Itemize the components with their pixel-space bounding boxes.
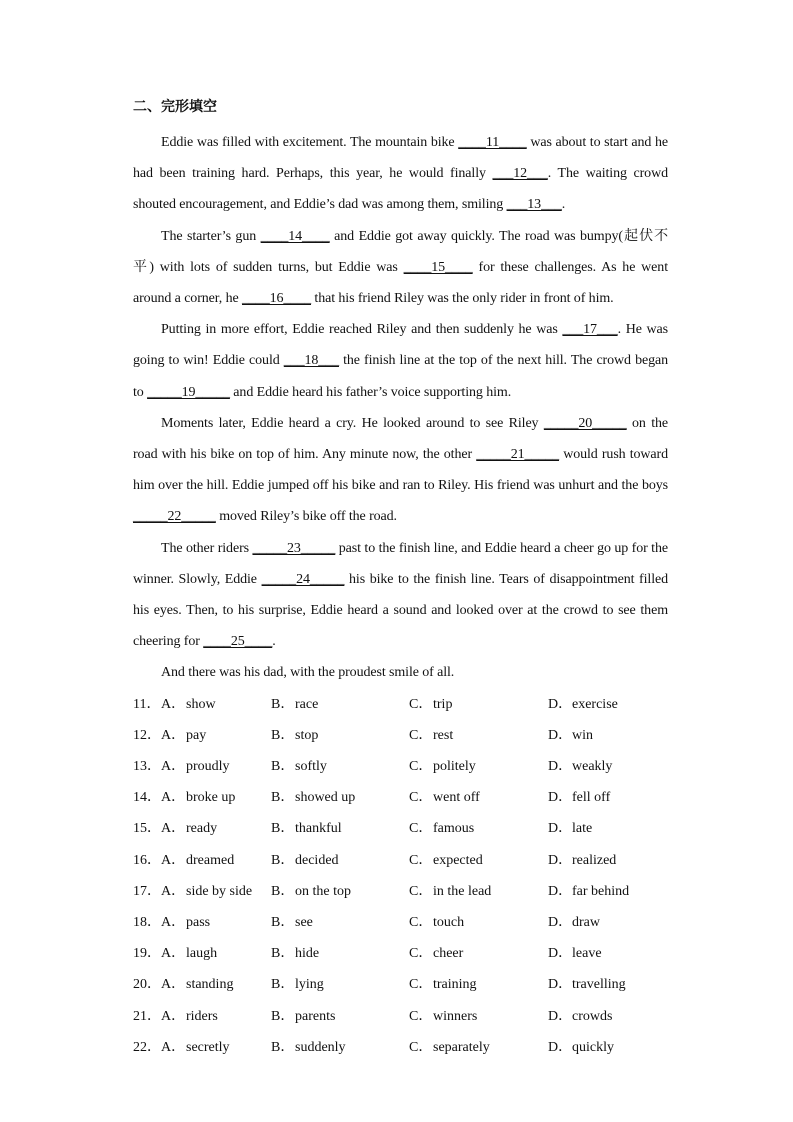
option-text: hide [295,946,320,962]
question-number: 15． [133,821,161,837]
option-letter: B． [271,790,295,806]
option-letter: A． [161,696,186,712]
passage-text: And there was his dad, with the proudest smile of all. [161,665,455,681]
passage-text: that his friend Riley was the only rider in front of him. [311,291,614,307]
question-row [133,969,668,1000]
option-text: laugh [186,946,218,962]
cloze-blank[interactable]: ___18___ [283,353,339,369]
option-b[interactable] [271,1001,409,1032]
option-letter: A． [161,821,186,837]
question-number: 11． [133,696,161,712]
option-letter: D． [548,821,573,837]
option-text: decided [295,852,339,868]
question-number: 18． [133,914,161,930]
option-text: thankful [295,821,342,837]
option-text: pay [186,727,207,743]
option-letter: B． [271,821,295,837]
option-text: crowds [572,1008,613,1024]
option-letter: D． [548,977,573,993]
cloze-blank[interactable]: _____19_____ [147,384,230,400]
cloze-blank[interactable]: _____24_____ [261,571,345,587]
option-letter: D． [548,852,573,868]
option-c[interactable] [409,969,548,1000]
option-a[interactable] [161,1001,271,1032]
option-text: went off [433,790,480,806]
option-letter: B． [271,727,295,743]
option-letter: B． [271,914,295,930]
cloze-blank[interactable]: _____20_____ [543,415,627,431]
cloze-blank[interactable]: ___17___ [562,322,618,338]
option-letter: D． [548,696,573,712]
option-text: secretly [186,1039,230,1055]
option-text: riders [186,1008,218,1024]
passage-text: would rush toward him over the hill. Eddie jumped off his bike and ran to Riley. His friend was unhurt and the boys [133,447,668,494]
option-c[interactable] [409,845,548,876]
question-row [133,689,668,720]
option-letter: C． [409,914,433,930]
paragraph-indent [133,229,161,244]
option-b[interactable] [271,845,409,876]
option-letter: D． [548,914,573,930]
option-letter: A． [161,883,186,899]
passage-text: . [272,634,276,650]
question-row [133,813,668,844]
option-text: see [295,914,313,930]
section-heading: 二、完形填空 [133,99,217,115]
option-text: on the top [295,883,351,899]
option-text: far behind [572,883,630,899]
cloze-blank[interactable]: _____21_____ [476,447,560,463]
option-c[interactable] [409,782,548,813]
option-text: in the lead [433,883,492,899]
option-text: dreamed [186,852,235,868]
question-number: 22． [133,1039,161,1055]
option-b[interactable] [271,1032,409,1063]
option-text: win [572,727,593,743]
option-a[interactable] [161,689,271,720]
option-a[interactable] [161,845,271,876]
question-row [133,876,668,907]
option-letter: C． [409,727,433,743]
option-text: quickly [572,1039,614,1055]
option-letter: D． [548,790,573,806]
option-c[interactable] [409,1032,548,1063]
option-b[interactable] [271,876,409,907]
passage-text: on the road with his bike on top of him. Any minute now, the other [133,415,669,463]
option-letter: A． [161,977,186,993]
option-d[interactable] [548,1001,668,1032]
option-b[interactable] [271,938,409,969]
option-a[interactable] [161,751,271,782]
option-text: showed up [295,790,356,806]
answer-options [133,689,668,1063]
passage-text: moved Riley’s bike off the road. [215,509,397,525]
option-letter: B． [271,852,295,868]
option-text: standing [186,977,234,993]
option-c[interactable] [409,720,548,751]
option-b[interactable] [271,689,409,720]
paragraph-indent [133,541,161,556]
option-text: leave [572,946,602,962]
passage-text: past to the finish line, and Eddie heard a cheer go up for the winner. Slowly, Eddie [133,540,668,587]
passage-text: . He was going to win! Eddie could [133,322,668,369]
option-a[interactable] [161,876,271,907]
option-a[interactable] [161,782,271,813]
option-text: fell off [572,790,611,806]
option-letter: A． [161,914,186,930]
question-number: 19． [133,946,161,962]
cloze-blank[interactable]: ____25____ [203,634,273,650]
cloze-blank[interactable]: _____23_____ [252,540,336,556]
option-d[interactable] [548,1032,668,1063]
passage-paragraph [133,408,668,533]
option-letter: C． [409,696,433,712]
option-letter: C． [409,946,433,962]
option-letter: C． [409,977,433,993]
passage-text: . [561,197,566,213]
option-text: suddenly [295,1039,346,1055]
option-letter: B． [271,1039,295,1055]
option-text: race [295,696,319,712]
question-number: 14． [133,790,161,806]
option-text: draw [572,914,600,930]
question-number: 13． [133,759,161,775]
option-letter: A． [161,852,186,868]
option-text: side by side [186,883,253,899]
question-number: 20． [133,977,161,993]
option-letter: A． [161,759,186,775]
option-letter: C． [409,1008,433,1024]
option-letter: C． [409,883,433,899]
passage-paragraph [133,657,668,688]
option-a[interactable] [161,813,271,844]
option-b[interactable] [271,720,409,751]
paragraph-indent [133,135,161,150]
option-letter: C． [409,852,433,868]
option-b[interactable] [271,813,409,844]
option-letter: D． [548,946,573,962]
option-text: softly [295,759,327,775]
passage-paragraph [133,314,668,408]
option-c[interactable] [409,907,548,938]
option-text: training [433,977,477,993]
cloze-blank[interactable]: ___12___ [492,166,548,182]
cloze-passage [133,127,668,689]
cloze-blank[interactable]: ____15____ [403,259,473,275]
option-letter: A． [161,727,186,743]
cloze-blank[interactable]: ___13___ [506,197,562,213]
passage-paragraph [133,533,668,658]
option-c[interactable] [409,813,548,844]
option-c[interactable] [409,938,548,969]
cloze-blank[interactable]: _____22_____ [133,509,216,525]
option-text: trip [433,696,453,712]
option-letter: C． [409,790,433,806]
cloze-blank[interactable]: ____16____ [242,291,312,307]
option-text: cheer [433,946,464,962]
option-text: famous [433,821,475,837]
option-d[interactable] [548,813,668,844]
option-letter: B． [271,977,295,993]
option-text: lying [295,977,324,993]
option-c[interactable] [409,1001,548,1032]
option-text: separately [433,1039,490,1055]
passage-text: for these challenges. As he went around a corner, he [133,259,668,307]
option-letter: D． [548,883,573,899]
option-d[interactable] [548,720,668,751]
option-b[interactable] [271,751,409,782]
option-b[interactable] [271,969,409,1000]
question-row [133,1001,668,1032]
option-a[interactable] [161,720,271,751]
paragraph-indent [133,322,161,337]
question-number: 17． [133,883,161,899]
option-c[interactable] [409,876,548,907]
passage-text: and Eddie heard his father’s voice supporting him. [229,384,512,400]
option-letter: D． [548,759,573,775]
option-c[interactable] [409,751,548,782]
question-row [133,751,668,782]
option-text: realized [572,852,617,868]
option-d[interactable] [548,907,668,938]
option-d[interactable] [548,751,668,782]
question-number: 16． [133,852,161,868]
question-number: 12． [133,727,161,743]
option-a[interactable] [161,938,271,969]
passage-text: Putting in more effort, Eddie reached Riley and then suddenly he was [161,322,563,338]
option-c[interactable] [409,689,548,720]
paragraph-indent [133,416,161,431]
question-row [133,1032,668,1063]
question-row [133,938,668,969]
option-text: travelling [572,977,626,993]
passage-text: his bike to the finish line. Tears of disappointment filled his eyes. Then, to his surprise, Eddie heard a sound and looked over at the crowd to see them cheering for [133,571,668,650]
option-text: expected [433,852,483,868]
passage-text: . The waiting crowd shouted encouragement, and Eddie’s dad was among them, smiling [133,166,668,213]
option-letter: D． [548,1039,573,1055]
passage-text: the finish line at the top of the next hill. The crowd began to [133,353,668,400]
question-number: 21． [133,1008,161,1024]
passage-text: Moments later, Eddie heard a cry. He looked around to see Riley [161,415,544,431]
option-letter: C． [409,1039,433,1055]
option-letter: B． [271,759,295,775]
option-a[interactable] [161,1032,271,1063]
option-d[interactable] [548,845,668,876]
option-text: ready [186,821,218,837]
option-d[interactable] [548,782,668,813]
passage-text: and Eddie got away quickly. The road was bumpy(起伏不平) with lots of sudden turns, but Eddie was [133,228,668,275]
option-letter: C． [409,759,433,775]
option-text: exercise [572,696,618,712]
question-row [133,845,668,876]
option-text: touch [433,914,465,930]
option-text: weakly [572,759,613,775]
option-b[interactable] [271,782,409,813]
passage-text: was about to start and he had been training hard. Perhaps, this year, he would finally [133,135,669,182]
option-text: politely [433,759,476,775]
option-text: late [572,821,593,837]
cloze-blank[interactable]: ____11____ [458,135,527,150]
cloze-blank[interactable]: ____14____ [260,228,330,244]
question-row [133,720,668,751]
option-d[interactable] [548,938,668,969]
option-letter: D． [548,727,573,743]
passage-text: Eddie was filled with excitement. The mountain bike [161,135,459,150]
passage-paragraph [133,127,668,221]
option-letter: A． [161,790,186,806]
option-a[interactable] [161,907,271,938]
option-letter: C． [409,821,433,837]
option-letter: D． [548,1008,573,1024]
option-text: pass [186,914,211,930]
passage-text: The other riders [161,540,253,556]
paragraph-indent [133,665,161,680]
option-text: parents [295,1008,336,1024]
option-letter: A． [161,1008,186,1024]
option-letter: B． [271,946,295,962]
option-text: broke up [186,790,236,806]
option-text: winners [433,1008,478,1024]
option-a[interactable] [161,969,271,1000]
question-row [133,907,668,938]
option-d[interactable] [548,876,668,907]
option-letter: B． [271,883,295,899]
option-text: rest [433,727,454,743]
option-text: show [186,696,216,712]
passage-text: The starter’s gun [161,228,261,244]
option-text: stop [295,727,319,743]
option-letter: B． [271,1008,295,1024]
option-d[interactable] [548,689,668,720]
document-page [133,96,668,1063]
option-letter: B． [271,696,295,712]
option-d[interactable] [548,969,668,1000]
question-row [133,782,668,813]
option-letter: A． [161,1039,186,1055]
option-text: proudly [186,759,230,775]
option-b[interactable] [271,907,409,938]
option-letter: A． [161,946,186,962]
passage-paragraph [133,221,668,315]
